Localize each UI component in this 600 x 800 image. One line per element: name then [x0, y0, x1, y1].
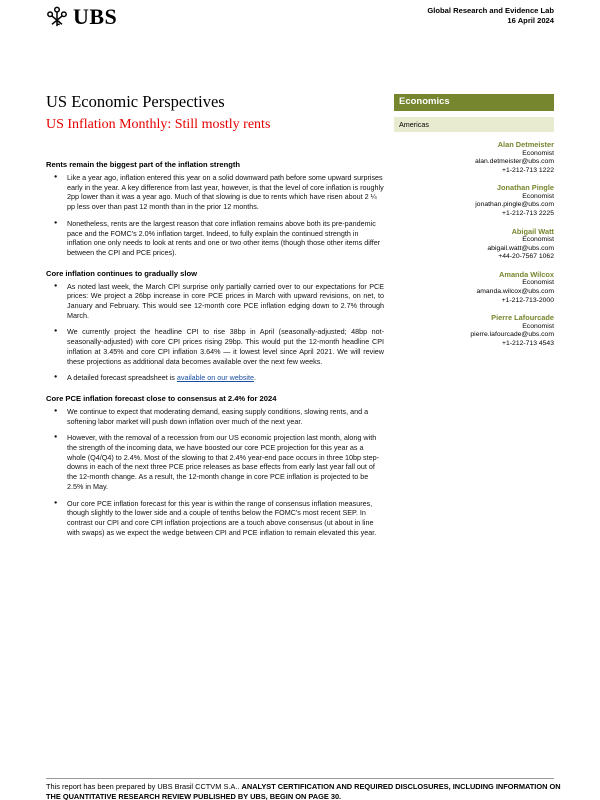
report-body: [46, 160, 384, 548]
author-card: [394, 313, 554, 348]
author-role: Economist: [522, 322, 554, 330]
footer-divider: [46, 778, 554, 779]
bullet-item: ● Like a year ago, inflation entered this year on a solid downward path before some upward surprises early in the year. A key difference from last year, however, is that the level of core inflation is roughly 2pp lower than it was a year ago. Much of that slowing is due to rents which have risen about 2 ¼ pp less over than past 12 month than in the prior 12 months.: [46, 173, 384, 212]
author-name: Alan Detmeister: [497, 140, 554, 149]
author-card: [394, 140, 554, 175]
author-name: Abigail Watt: [511, 226, 554, 236]
bullet-item: ● We currently project the headline CPI to rise 38bp in April (seasonally-adjusted; 48bp not-seasonally-adjusted) with core CPI prices rising 29bp. This would put the 12-month headline CPI inflation at 3.45% and core CPI inflation 3.64% — it lowest level since April 2021. We will review these projections as additional data becomes available over the next few weeks.: [46, 327, 384, 366]
ubs-logo: [46, 6, 117, 28]
author-role: Economist: [522, 192, 554, 200]
author-role: Economist: [522, 236, 554, 244]
category-banner: Economics: [394, 94, 554, 111]
bullet-item: [46, 373, 384, 383]
keys-icon: [46, 6, 68, 28]
page-title: US Economic Perspectives: [46, 92, 225, 111]
bullet-item: ● Nonetheless, rents are the largest reason that core inflation remains above both its pre-pandemic pace and the FOMC's 2.0% inflation target. Indeed, to fully explain the continued strength in inflation one only needs to look at rents and one or two other items (though those other items differ between the CPI and PCE prices).: [46, 219, 384, 258]
page-subtitle: US Inflation Monthly: Still mostly rents: [46, 117, 271, 132]
footer-text: This report has been prepared by UBS Brasil CCTVM S.A..: [46, 782, 242, 791]
author-email[interactable]: amanda.wilcox@ubs.com: [476, 287, 554, 295]
footer-disclosure: ANALYST CERTIFICATION AND REQUIRED DISCLOSURES, INCLUDING INFORMATION ON THE QUANTITATIVE RESEARCH REVIEW PUBLISHED BY UBS, BEGIN ON PAGE 30.: [46, 782, 561, 800]
author-email[interactable]: alan.detmeister@ubs.com: [474, 158, 554, 166]
bullet-item: ● As noted last week, the March CPI surprise only partially carried over to our expectations for PCE prices: We project a 26bp increase in core PCE prices in March with upward revisions, on net, to January and February. This would see 12-month core PCE inflation edging down to 2.7% through March.: [46, 282, 384, 321]
bullet-list: [46, 407, 384, 537]
author-phone: +1-212-713 4543: [502, 339, 554, 347]
author-email[interactable]: pierre.lafourcade@ubs.com: [470, 331, 554, 339]
author-phone: +1-212-713-2000: [501, 296, 554, 304]
report-date: 16 April 2024: [507, 16, 554, 25]
section-heading: Core inflation continues to gradually slow: [46, 268, 198, 278]
author-card: [394, 227, 554, 262]
bullet-list: [46, 282, 384, 383]
bullet-item: ● However, with the removal of a recession from our US economic projection last month, along with the strength of the incoming data, we have boosted our core PCE projection for this year as a whole (Q4/Q4) to 2.4%. Most of the slowing to that 2.4% year-end pace occurs in three 10bp step-downs in each of the next three PCE price releases as base effects from early last year fall out of the 12-month change. As a result, the 12-month change in core PCE inflation is projected to be 2.5% in May.: [46, 433, 384, 491]
disclosure-footer: [46, 782, 566, 800]
author-phone: +1-212-713 2225: [502, 209, 554, 217]
bullet-text: .: [254, 373, 257, 383]
author-list: [394, 140, 554, 356]
section-heading: Rents remain the biggest part of the inflation strength: [46, 160, 241, 169]
bullet-list: [46, 173, 384, 258]
author-card: [394, 183, 554, 218]
author-phone: +1-212-713 1222: [502, 166, 554, 174]
bullet-item: ● Our core PCE inflation forecast for this year is within the range of consensus inflation measures, though slightly to the lower side and a couple of tenths below the FOMC's most recent SEP. In contrast our CPI and core CPI inflation projections are a touch above consensus (ut about in line with swaps) as we expect the wedge between CPI and PCE inflation to remain elevated this year.: [46, 499, 384, 538]
author-role: Economist: [522, 149, 554, 157]
author-role: Economist: [522, 279, 554, 287]
author-email[interactable]: abigail.watt@ubs.com: [487, 244, 554, 252]
author-name: Pierre Lafourcade: [491, 313, 554, 323]
brand-name: UBS: [73, 4, 118, 29]
region-banner: Americas: [394, 117, 554, 132]
bullet-item: ● We continue to expect that moderating demand, easing supply conditions, slowing rents, and a softening labor market will push down inflation over much of the next year.: [46, 407, 384, 426]
report-header: [427, 6, 554, 26]
lab-name: Global Research and Evidence Lab: [427, 6, 554, 15]
author-phone: +44-20-7567 1062: [498, 253, 554, 261]
website-link[interactable]: available on our website: [176, 373, 255, 383]
author-email[interactable]: jonathan.pingle@ubs.com: [475, 201, 554, 209]
author-name: Amanda Wilcox: [499, 269, 554, 279]
section-heading: Core PCE inflation forecast close to consensus at 2.4% for 2024: [46, 393, 277, 403]
author-name: Jonathan Pingle: [496, 183, 554, 193]
bullet-text: A detailed forecast spreadsheet is: [67, 373, 177, 383]
author-card: [394, 270, 554, 305]
